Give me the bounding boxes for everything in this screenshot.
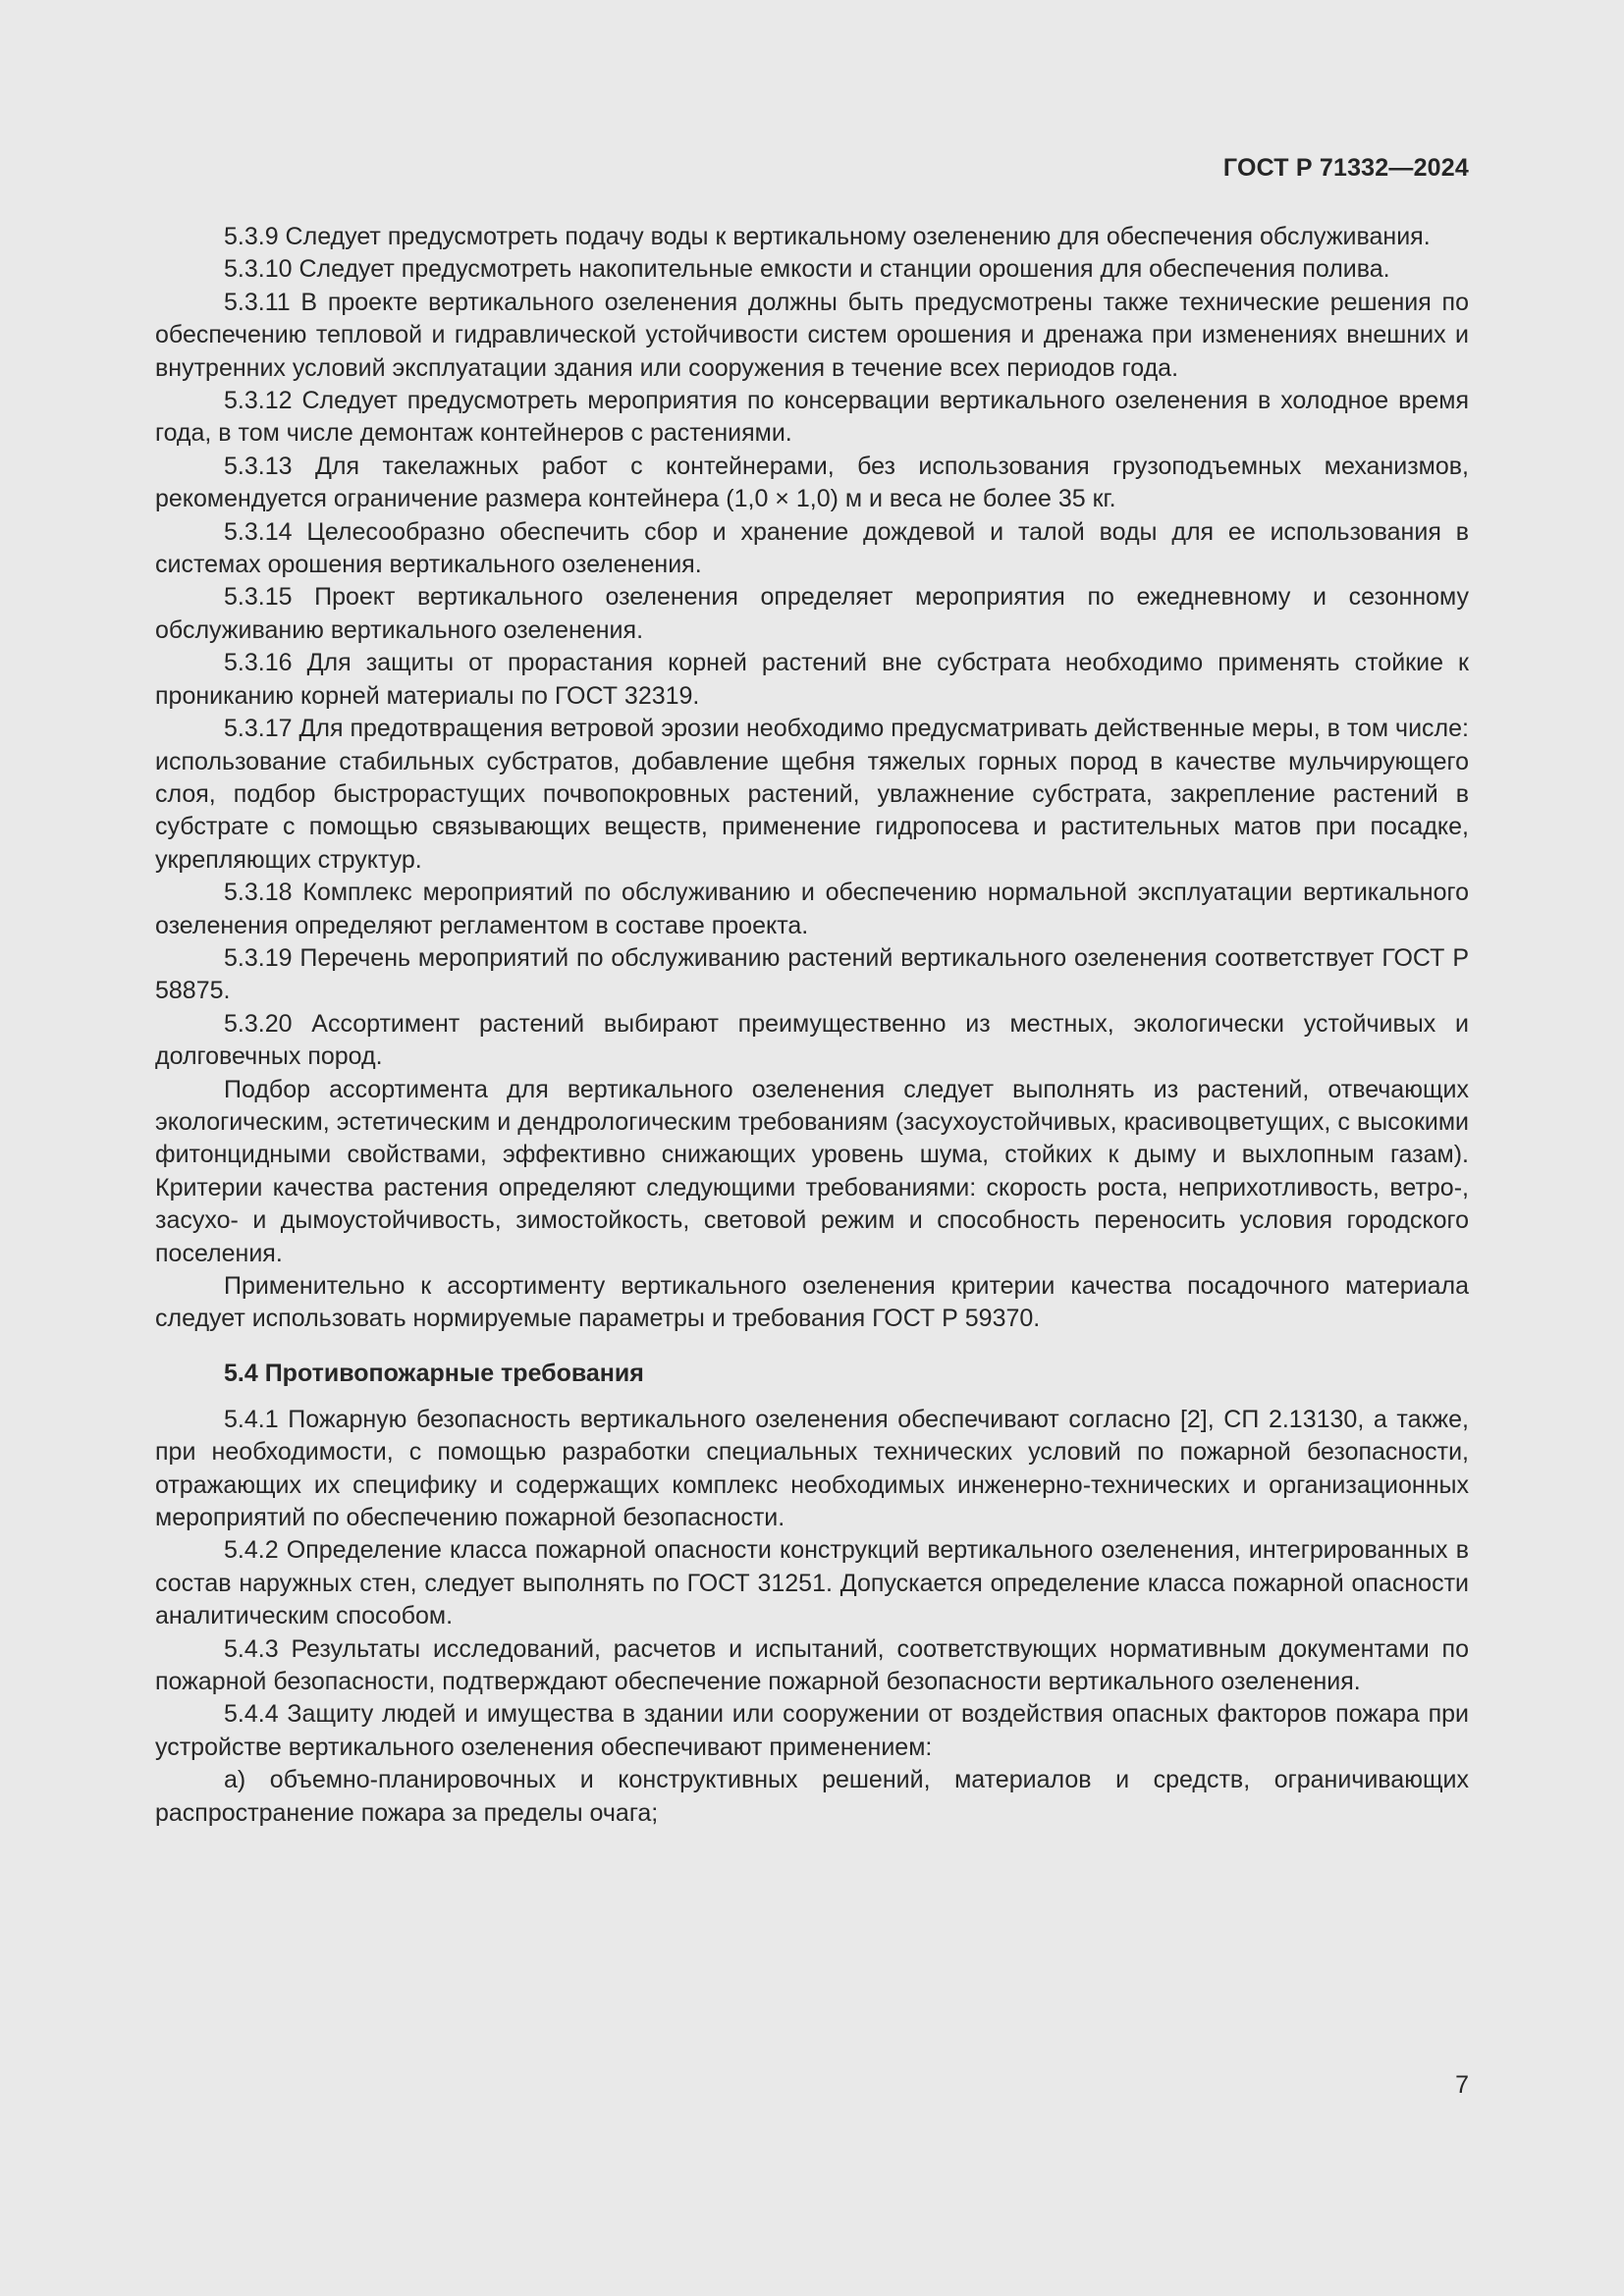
paragraph-planting-material: Применительно к ассортименту вертикального озеленения критерии качества посадочного материала следует использовать нормируемые параметры и требования ГОСТ Р 59370. [155, 1272, 1469, 1333]
paragraph-5-3-9: 5.3.9 Следует предусмотреть подачу воды к вертикальному озеленению для обеспечения обслуживания. [224, 223, 1431, 250]
paragraph-5-3-19: 5.3.19 Перечень мероприятий по обслуживанию растений вертикального озеленения соответствует ГОСТ Р 58875. [155, 943, 1469, 1005]
paragraph-5-3-16: 5.3.16 Для защиты от прорастания корней растений вне субстрата необходимо применять стойкие к прониканию корней материалы по ГОСТ 32319. [155, 649, 1469, 710]
paragraph-plant-selection: Подбор ассортимента для вертикального озеленения следует выполнять из растений, отвечающих экологическим, эстетическим и дендрологическим требованиям (засухоустойчивых, красивоцветущих, с высокими фитонцидными свойствами, эффективно снижающих уровень шума, стойких к дыму и выхлопным газам). Критерии качества растения определяют следующими требованиями: скорость роста, неприхотливость, ветро-, засухо- и дымоустойчивость, зимостойкость, световой режим и способность переносить условия городского поселения. [155, 1075, 1469, 1267]
document-code-header: ГОСТ Р 71332—2024 [1222, 154, 1469, 182]
list-item-a: а) объемно-планировочных и конструктивных решений, материалов и средств, ограничивающих распространение пожара за пределы очага; [155, 1766, 1469, 1827]
paragraph-5-3-13: 5.3.13 Для такелажных работ с контейнерами, без использования грузоподъемных механизмов, рекомендуется ограничение размера контейнера (1,0 × 1,0) м и веса не более 35 кг. [155, 452, 1469, 513]
paragraph-5-3-18: 5.3.18 Комплекс мероприятий по обслуживанию и обеспечению нормальной эксплуатации вертикального озеленения определяют регламентом в составе проекта. [155, 879, 1469, 939]
paragraph-5-3-17: 5.3.17 Для предотвращения ветровой эрозии необходимо предусматривать действенные меры, в том числе: использование стабильных субстратов, добавление щебня тяжелых горных пород в качестве мульчирующего слоя, подбор быстрорастущих почвопокровных растений, увлажнение субстрата, закрепление растений в субстрате с помощью связывающих веществ, применение гидропосева и растительных матов при посадке, укрепляющих структур. [155, 715, 1469, 874]
paragraph-5-3-12: 5.3.12 Следует предусмотреть мероприятия по консервации вертикального озеленения в холодное время года, в том числе демонтаж контейнеров с растениями. [155, 387, 1469, 448]
paragraph-5-3-20: 5.3.20 Ассортимент растений выбирают преимущественно из местных, экологически устойчивых и долговечных пород. [155, 1009, 1469, 1071]
paragraph-5-3-14: 5.3.14 Целесообразно обеспечить сбор и хранение дождевой и талой воды для ее использования в системах орошения вертикального озеленения. [155, 517, 1469, 579]
paragraph-5-3-15: 5.3.15 Проект вертикального озеленения определяет мероприятия по ежедневному и сезонному обслуживанию вертикального озеленения. [155, 583, 1469, 644]
document-body [155, 221, 1469, 1830]
paragraph-5-4-4: 5.4.4 Защиту людей и имущества в здании или сооружении от воздействия опасных факторов пожара при устройстве вертикального озеленения обеспечивают применением: [155, 1700, 1469, 1761]
paragraph-5-4-1: 5.4.1 Пожарную безопасность вертикального озеленения обеспечивают согласно [2], СП 2.13130, а также, при необходимости, с помощью разработки специальных технических условий по пожарной безопасности, отражающих их специфику и содержащих комплекс необходимых инженерно-технических и организационных мероприятий по обеспечению пожарной безопасности. [155, 1405, 1469, 1532]
paragraph-5-3-10: 5.3.10 Следует предусмотреть накопительные емкости и станции орошения для обеспечения полива. [224, 255, 1390, 284]
paragraph-5-3-11: 5.3.11 В проекте вертикального озеленения должны быть предусмотрены также технические решения по обеспечению тепловой и гидравлической устойчивости систем орошения и дренажа при изменениях внешних и внутренних условий эксплуатации здания или сооружения в течение всех периодов года. [155, 288, 1469, 382]
section-heading-5-4: 5.4 Противопожарные требования [224, 1359, 644, 1387]
page-number: 7 [1455, 2071, 1469, 2099]
paragraph-5-4-2: 5.4.2 Определение класса пожарной опасности конструкций вертикального озеленения, интегрированных в состав наружных стен, следует выполнять по ГОСТ 31251. Допускается определение класса пожарной опасности аналитическим способом. [155, 1536, 1469, 1630]
paragraph-5-4-3: 5.4.3 Результаты исследований, расчетов и испытаний, соответствующих нормативным документами по пожарной безопасности, подтверждают обеспечение пожарной безопасности вертикального озеленения. [155, 1634, 1469, 1696]
